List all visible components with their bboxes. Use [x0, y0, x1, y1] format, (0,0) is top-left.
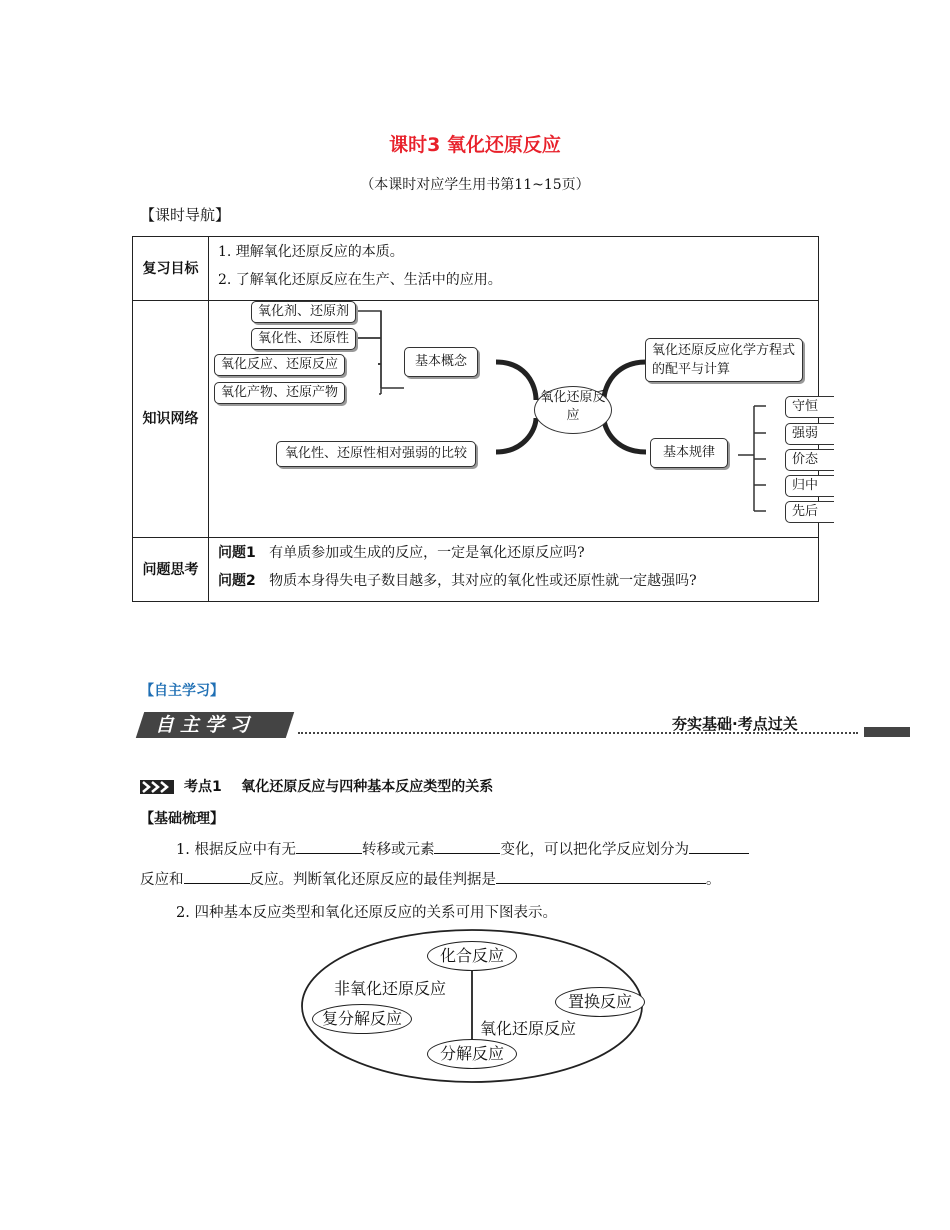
review-goal-1: 1. 理解氧化还原反应的本质。: [218, 244, 404, 260]
mm-oxidizing-reducing: 氧化性、还原性: [251, 328, 356, 350]
mm-strength-compare: 氧化性、还原性相对强弱的比较: [276, 441, 476, 467]
mm-law-order: 先后: [785, 501, 834, 523]
page-title: 课时3 氧化还原反应: [389, 134, 561, 156]
basic-title: 【基础梳理】: [140, 811, 224, 827]
substitution-reaction: 置换反应: [555, 987, 645, 1017]
kaodian-heading: 考点1 氧化还原反应与四种基本反应类型的关系: [140, 776, 493, 796]
mm-basic-concept: 基本概念: [404, 347, 478, 377]
banner-slogan: 夯实基础·考点过关: [672, 715, 798, 733]
combination-reaction: 化合反应: [427, 941, 517, 971]
mm-basic-law: 基本规律: [650, 438, 728, 468]
mm-oxidant-reductant: 氧化剂、还原剂: [251, 301, 356, 323]
redox-label: 氧化还原反应: [480, 1019, 577, 1038]
self-study-tag: 【自主学习】: [140, 683, 224, 699]
blank-2[interactable]: [434, 839, 500, 854]
review-goal-2: 2. 了解氧化还原反应在生产、生活中的应用。: [218, 272, 502, 288]
blank-1[interactable]: [296, 839, 362, 854]
mm-law-valence: 价态: [785, 449, 834, 471]
question-1: 问题1 有单质参加或生成的反应，一定是氧化还原反应吗?: [218, 545, 585, 561]
review-goals-head: 复习目标: [133, 237, 209, 301]
blank-4[interactable]: [184, 869, 250, 884]
questions-cell: [209, 538, 819, 602]
mm-law-strength: 强弱: [785, 423, 834, 445]
mm-law-convergence: 归中: [785, 475, 834, 497]
banner-right-bar: [864, 727, 910, 737]
blank-5[interactable]: [496, 869, 706, 884]
decomposition-reaction: 分解反应: [427, 1039, 517, 1069]
triple-arrow-icon: [140, 780, 174, 794]
mm-center: 氧化还原反应: [534, 386, 612, 434]
question-2: 问题2 物质本身得失电子数目越多，其对应的氧化性或还原性就一定越强吗?: [218, 573, 697, 589]
mm-balancing: 氧化还原反应化学方程式的配平与计算: [645, 338, 803, 382]
paragraph-2: 2. 四种基本反应类型和氧化还原反应的关系可用下图表示。: [176, 905, 557, 921]
non-redox-label: 非氧化还原反应: [334, 979, 447, 998]
double-decomposition-reaction: 复分解反应: [312, 1004, 412, 1034]
nav-title: 【课时导航】: [140, 206, 231, 224]
mm-ox-red-reaction: 氧化反应、还原反应: [214, 354, 345, 376]
mm-ox-red-product: 氧化产物、还原产物: [214, 382, 345, 404]
blank-3[interactable]: [689, 839, 749, 854]
questions-head: 问题思考: [133, 538, 209, 602]
knowledge-net-head: 知识网络: [133, 301, 209, 538]
paragraph-1: 1. 根据反应中有无 转移或元素 变化，可以把化学反应划分为 反应和 反应。判断氧化还原反应的最佳判据是 。: [140, 835, 820, 895]
mm-law-conservation: 守恒: [785, 396, 834, 418]
review-goals-cell: [209, 237, 819, 301]
page-subtitle: （本课时对应学生用书第11~15页）: [360, 177, 590, 193]
banner-title: 自主学习: [155, 714, 256, 736]
